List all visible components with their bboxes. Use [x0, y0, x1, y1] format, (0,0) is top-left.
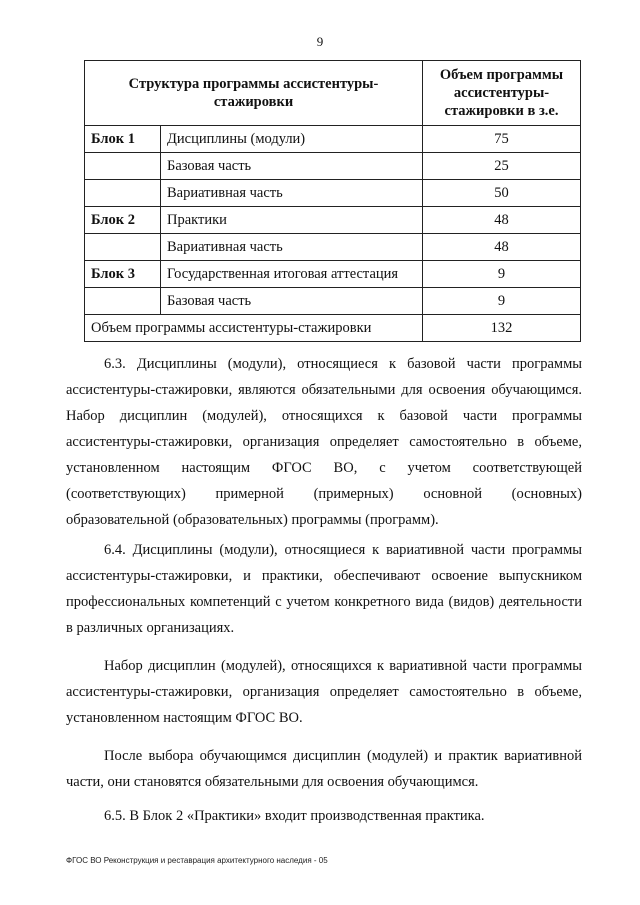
- body-text: [66, 351, 582, 829]
- table-row: [85, 207, 581, 234]
- paragraph-after-selection: После выбора обучающимся дисциплин (модулей) и практик вариативной части, они становятся обязательными для освоения обучающимся.: [66, 748, 582, 790]
- block-label: [85, 153, 161, 180]
- row-name: Государственная итоговая аттестация: [161, 261, 423, 288]
- block-label: Блок 2: [85, 207, 161, 234]
- row-value: 9: [423, 288, 581, 315]
- row-value: 48: [423, 234, 581, 261]
- table-row: [85, 261, 581, 288]
- block-label: Блок 3: [85, 261, 161, 288]
- table-row: [85, 126, 581, 153]
- paragraph-selection: Набор дисциплин (модулей), относящихся к вариативной части программы ассистентуры-стажировки, организация определяет самостоятельно в объеме, установленном настоящим ФГОС ВО.: [66, 658, 582, 726]
- paragraph-6-4: 6.4. Дисциплины (модули), относящиеся к вариативной части программы ассистентуры-стажировки, и практики, обеспечивают освоение выпускником профессиональных компетенций с учетом конкретного вида (видов) деятельности в различных организациях.: [66, 542, 582, 636]
- row-value: 50: [423, 180, 581, 207]
- block-label: [85, 234, 161, 261]
- paragraph-6-3: 6.3. Дисциплины (модули), относящиеся к базовой части программы ассистентуры-стажировки, являются обязательными для освоения обучающимся. Набор дисциплин (модулей), относящихся к базовой части программы ассистентуры-стажировки, организация определяет самостоятельно в объеме, установленном настоящим ФГОС ВО, с учетом соответствующей (соответствующих) примерной (примерных) основной (основных) образовательной (образовательных) программы (программ).: [66, 356, 582, 528]
- table-row: [85, 180, 581, 207]
- paragraph-6-5: 6.5. В Блок 2 «Практики» входит производственная практика.: [104, 808, 485, 824]
- row-name: Вариативная часть: [161, 180, 423, 207]
- row-value: 75: [423, 126, 581, 153]
- row-name: Дисциплины (модули): [161, 126, 423, 153]
- row-name: Вариативная часть: [161, 234, 423, 261]
- total-value: 132: [423, 315, 581, 342]
- row-value: 25: [423, 153, 581, 180]
- row-value: 48: [423, 207, 581, 234]
- block-label: [85, 288, 161, 315]
- table-total-row: [85, 315, 581, 342]
- header-structure: Структура программы ассистентуры-стажировки: [85, 61, 423, 126]
- row-name: Базовая часть: [161, 153, 423, 180]
- table-header-row: [85, 61, 581, 126]
- document-footer: ФГОС ВО Реконструкция и реставрация архитектурного наследия - 05: [66, 856, 328, 865]
- program-structure-table: [84, 60, 581, 342]
- table-row: [85, 288, 581, 315]
- header-volume: Объем программы ассистентуры-стажировки в з.е.: [423, 61, 581, 126]
- block-label: [85, 180, 161, 207]
- table-row: [85, 153, 581, 180]
- row-name: Практики: [161, 207, 423, 234]
- total-label: Объем программы ассистентуры-стажировки: [85, 315, 423, 342]
- block-label: Блок 1: [85, 126, 161, 153]
- page-number: 9: [316, 34, 324, 49]
- row-value: 9: [423, 261, 581, 288]
- table-row: [85, 234, 581, 261]
- row-name: Базовая часть: [161, 288, 423, 315]
